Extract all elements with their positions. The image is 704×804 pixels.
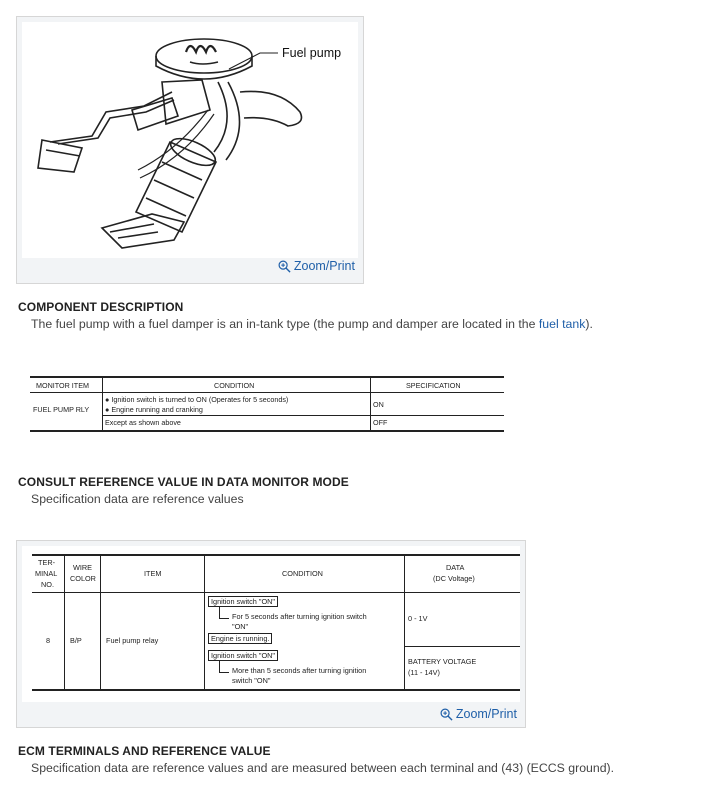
- ecm-cond1-box2: Engine is running.: [208, 633, 272, 644]
- consult-text: Specification data are reference values: [31, 492, 244, 506]
- ecm-cond2-sub-1: More than 5 seconds after turning ignition: [232, 666, 367, 675]
- ecm-cond1-sub-1: For 5 seconds after turning ignition switch: [232, 612, 367, 621]
- monitor-table: [30, 376, 504, 432]
- ecm-cond2-sub-2: switch "ON": [232, 676, 271, 685]
- ecm-terminal-value: 8: [46, 636, 51, 645]
- ecm-data1-value: 0 - 1V: [408, 614, 428, 623]
- consult-heading: CONSULT REFERENCE VALUE IN DATA MONITOR MODE: [18, 475, 349, 489]
- monitor-header-condition: CONDITION: [214, 381, 255, 390]
- ecm-cond2-box: Ignition switch "ON": [208, 650, 278, 661]
- monitor-spec-off: OFF: [373, 418, 388, 427]
- component-text-after: ).: [585, 317, 593, 331]
- zoom-icon: [440, 708, 453, 721]
- fuel-pump-illustration: [22, 22, 358, 258]
- ecm-cond1-sub-2: "ON": [232, 622, 249, 631]
- monitor-condition-3: Except as shown above: [105, 418, 181, 427]
- zoom-print-label-2: Zoom/Print: [455, 707, 517, 721]
- component-description-heading: COMPONENT DESCRIPTION: [18, 300, 184, 314]
- ecm-item-value: Fuel pump relay: [106, 636, 159, 645]
- ecm-table: [22, 546, 522, 731]
- ecm-header-terminal-3: NO.: [41, 580, 54, 589]
- zoom-icon: [278, 260, 291, 273]
- ecm-data2-value-2: (11 - 14V): [408, 668, 440, 677]
- zoom-print-label: Zoom/Print: [293, 259, 355, 273]
- fuel-tank-link[interactable]: fuel tank: [538, 317, 586, 331]
- component-text-before: The fuel pump with a fuel damper is an in-tank type (the pump and damper are located in the: [31, 317, 539, 331]
- ecm-data2-value-1: BATTERY VOLTAGE: [408, 657, 477, 666]
- component-description-text: [31, 317, 593, 331]
- ecm-header-condition: CONDITION: [282, 569, 323, 578]
- zoom-print-link[interactable]: [278, 259, 355, 273]
- ecm-header-item: ITEM: [144, 569, 162, 578]
- monitor-item-value: FUEL PUMP RLY: [33, 405, 90, 414]
- fuel-pump-callout: Fuel pump: [282, 46, 342, 60]
- fuel-pump-figure-card: [16, 16, 364, 284]
- zoom-print-link-2[interactable]: [440, 707, 517, 721]
- ecm-terminals-heading: ECM TERMINALS AND REFERENCE VALUE: [18, 744, 271, 758]
- ecm-terminals-text: Specification data are reference values and are measured between each terminal and (43) (ECCS ground).: [31, 761, 615, 775]
- ecm-table-figure-card: [16, 540, 526, 728]
- ecm-header-data-1: DATA: [446, 563, 465, 572]
- monitor-spec-on: ON: [373, 400, 384, 409]
- ecm-header-terminal-1: TER-: [38, 558, 56, 567]
- ecm-header-terminal-2: MINAL: [35, 569, 58, 578]
- monitor-condition-2: ● Engine running and cranking: [105, 405, 203, 414]
- ecm-cond1-box: Ignition switch "ON": [208, 596, 278, 607]
- monitor-header-item: MONITOR ITEM: [36, 381, 89, 390]
- ecm-wire-value: B/P: [70, 636, 82, 645]
- ecm-header-data-2: (DC Voltage): [433, 574, 475, 583]
- ecm-header-wire-2: COLOR: [70, 574, 96, 583]
- fuel-pump-drawing: [22, 22, 358, 258]
- monitor-condition-1: ● Ignition switch is turned to ON (Operates for 5 seconds): [105, 395, 289, 404]
- ecm-table-image: [22, 546, 520, 702]
- ecm-header-wire-1: WIRE: [73, 563, 93, 572]
- monitor-header-spec: SPECIFICATION: [406, 381, 461, 390]
